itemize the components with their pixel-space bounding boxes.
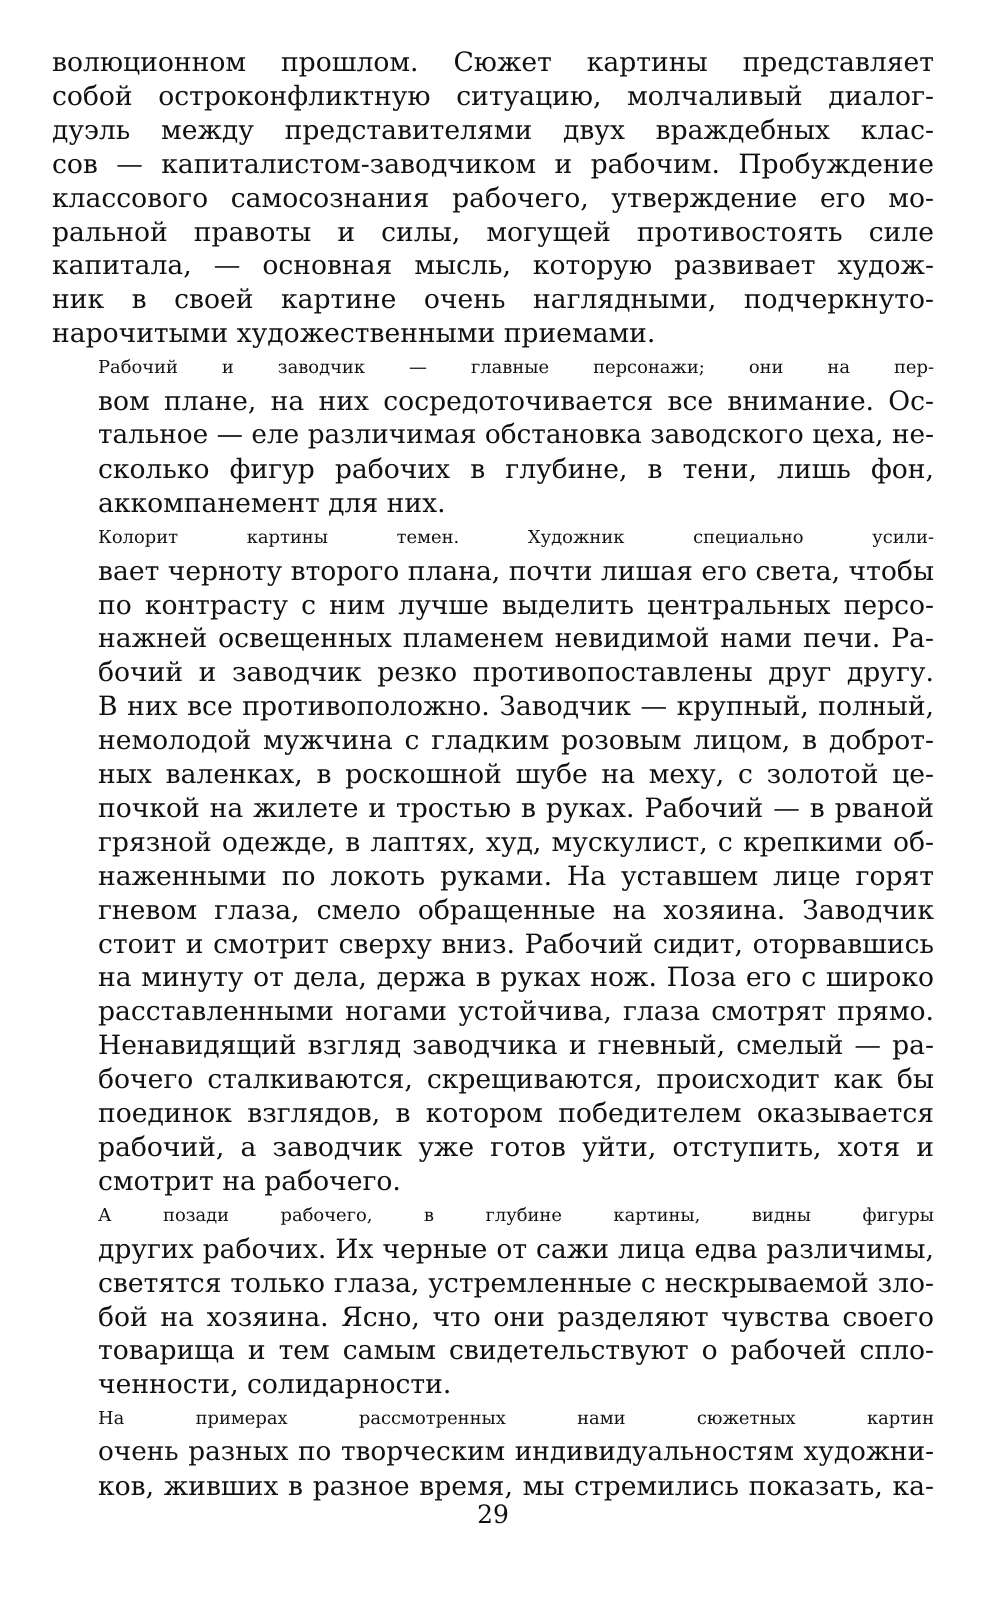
text-line: Рабочий и заводчик — главные персонажи; они на пер- [98, 357, 934, 379]
text-line: бой на хозяина. Ясно, что они разделяют чувства своего [98, 1301, 934, 1333]
text-line: сколько фигур рабочих в глубине, в тени, лишь фон, [98, 453, 934, 485]
text-line: классового самосознания рабочего, утверждение его мо- [52, 182, 934, 214]
paragraph-5 [52, 1402, 934, 1504]
text-line: наженными по локоть руками. На уставшем лице горят [98, 860, 934, 892]
text-line: ченности, солидарности. [98, 1369, 452, 1401]
text-line: А позади рабочего, в глубине картины, видны фигуры [98, 1204, 934, 1226]
paragraph-4 [52, 1199, 934, 1402]
text-line: поединок взглядов, в котором победителем оказывается [98, 1098, 934, 1130]
text-line: по контрасту с ним лучше выделить центральных персо- [98, 589, 934, 621]
text-line: Ненавидящий взгляд заводчика и гневный, смелый — ра- [98, 1030, 934, 1062]
text-line: Колорит картины темен. Художник специально усили- [98, 526, 934, 548]
text-line: собой остроконфликтную ситуацию, молчаливый диалог- [52, 80, 934, 112]
text-line: дуэль между представителями двух враждебных клас- [52, 114, 934, 146]
text-line: стоит и смотрит сверху вниз. Рабочий сидит, оторвавшись [98, 928, 934, 960]
text-line: капитала, — основная мысль, которую развивает худож- [52, 250, 934, 282]
paragraph-3 [52, 521, 934, 1199]
page-number: 29 [477, 1500, 509, 1529]
text-line: светятся только глаза, устремленные с нескрываемой зло- [98, 1267, 934, 1299]
page-body [52, 46, 934, 1504]
text-line: ных валенках, в роскошной шубе на меху, с золотой це- [98, 759, 934, 791]
paragraph-2 [52, 351, 934, 521]
text-line: грязной одежде, в лаптях, худ, мускулист, с крепкими об- [98, 826, 934, 858]
text-line: товарища и тем самым свидетельствуют о рабочей спло- [98, 1335, 934, 1367]
text-line: В них все противоположно. Заводчик — крупный, полный, [98, 691, 934, 723]
text-line: бочего сталкиваются, скрещиваются, происходит как бы [98, 1064, 934, 1096]
text-line: ральной правоты и силы, могущей противостоять силе [52, 216, 934, 248]
text-line: на минуту от дела, держа в руках нож. Поза его с широко [98, 962, 934, 994]
text-line: вом плане, на них сосредоточивается все внимание. Ос- [98, 386, 934, 418]
text-line: ков, живших в разное время, мы стремились показать, ка- [98, 1471, 934, 1503]
text-line: нарочитыми художественными приемами. [52, 318, 656, 350]
text-line: гневом глаза, смело обращенные на хозяина. Заводчик [98, 894, 934, 926]
text-line: сов — капиталистом-заводчиком и рабочим. Пробуждение [52, 148, 934, 180]
text-line: ник в своей картине очень наглядными, подчеркнуто- [52, 284, 934, 316]
text-line: тальное — еле различимая обстановка заводского цеха, не- [98, 419, 934, 450]
text-line: немолодой мужчина с гладким розовым лицом, в доброт- [98, 725, 934, 757]
text-line: аккомпанемент для них. [98, 487, 446, 519]
text-line: почкой на жилете и тростью в руках. Рабочий — в рваной [98, 792, 934, 824]
text-line: рабочий, а заводчик уже готов уйти, отступить, хотя и [98, 1132, 934, 1163]
text-line: расставленными ногами устойчива, глаза смотрят прямо. [98, 996, 934, 1028]
text-line: волюционном прошлом. Сюжет картины представляет [52, 47, 934, 78]
text-line: На примерах рассмотренных нами сюжетных картин [98, 1408, 934, 1430]
text-line: других рабочих. Их черные от сажи лица едва различимы, [98, 1233, 934, 1265]
text-line: вает черноту второго плана, почти лишая его света, чтобы [98, 555, 935, 587]
text-line: смотрит на рабочего. [98, 1165, 401, 1197]
text-line: нажней освещенных пламенем невидимой нами печи. Ра- [98, 623, 934, 655]
text-line: очень разных по творческим индивидуальностям художни- [98, 1437, 934, 1468]
paragraph-1 [52, 46, 934, 351]
text-line: бочий и заводчик резко противопоставлены друг другу. [98, 657, 934, 689]
